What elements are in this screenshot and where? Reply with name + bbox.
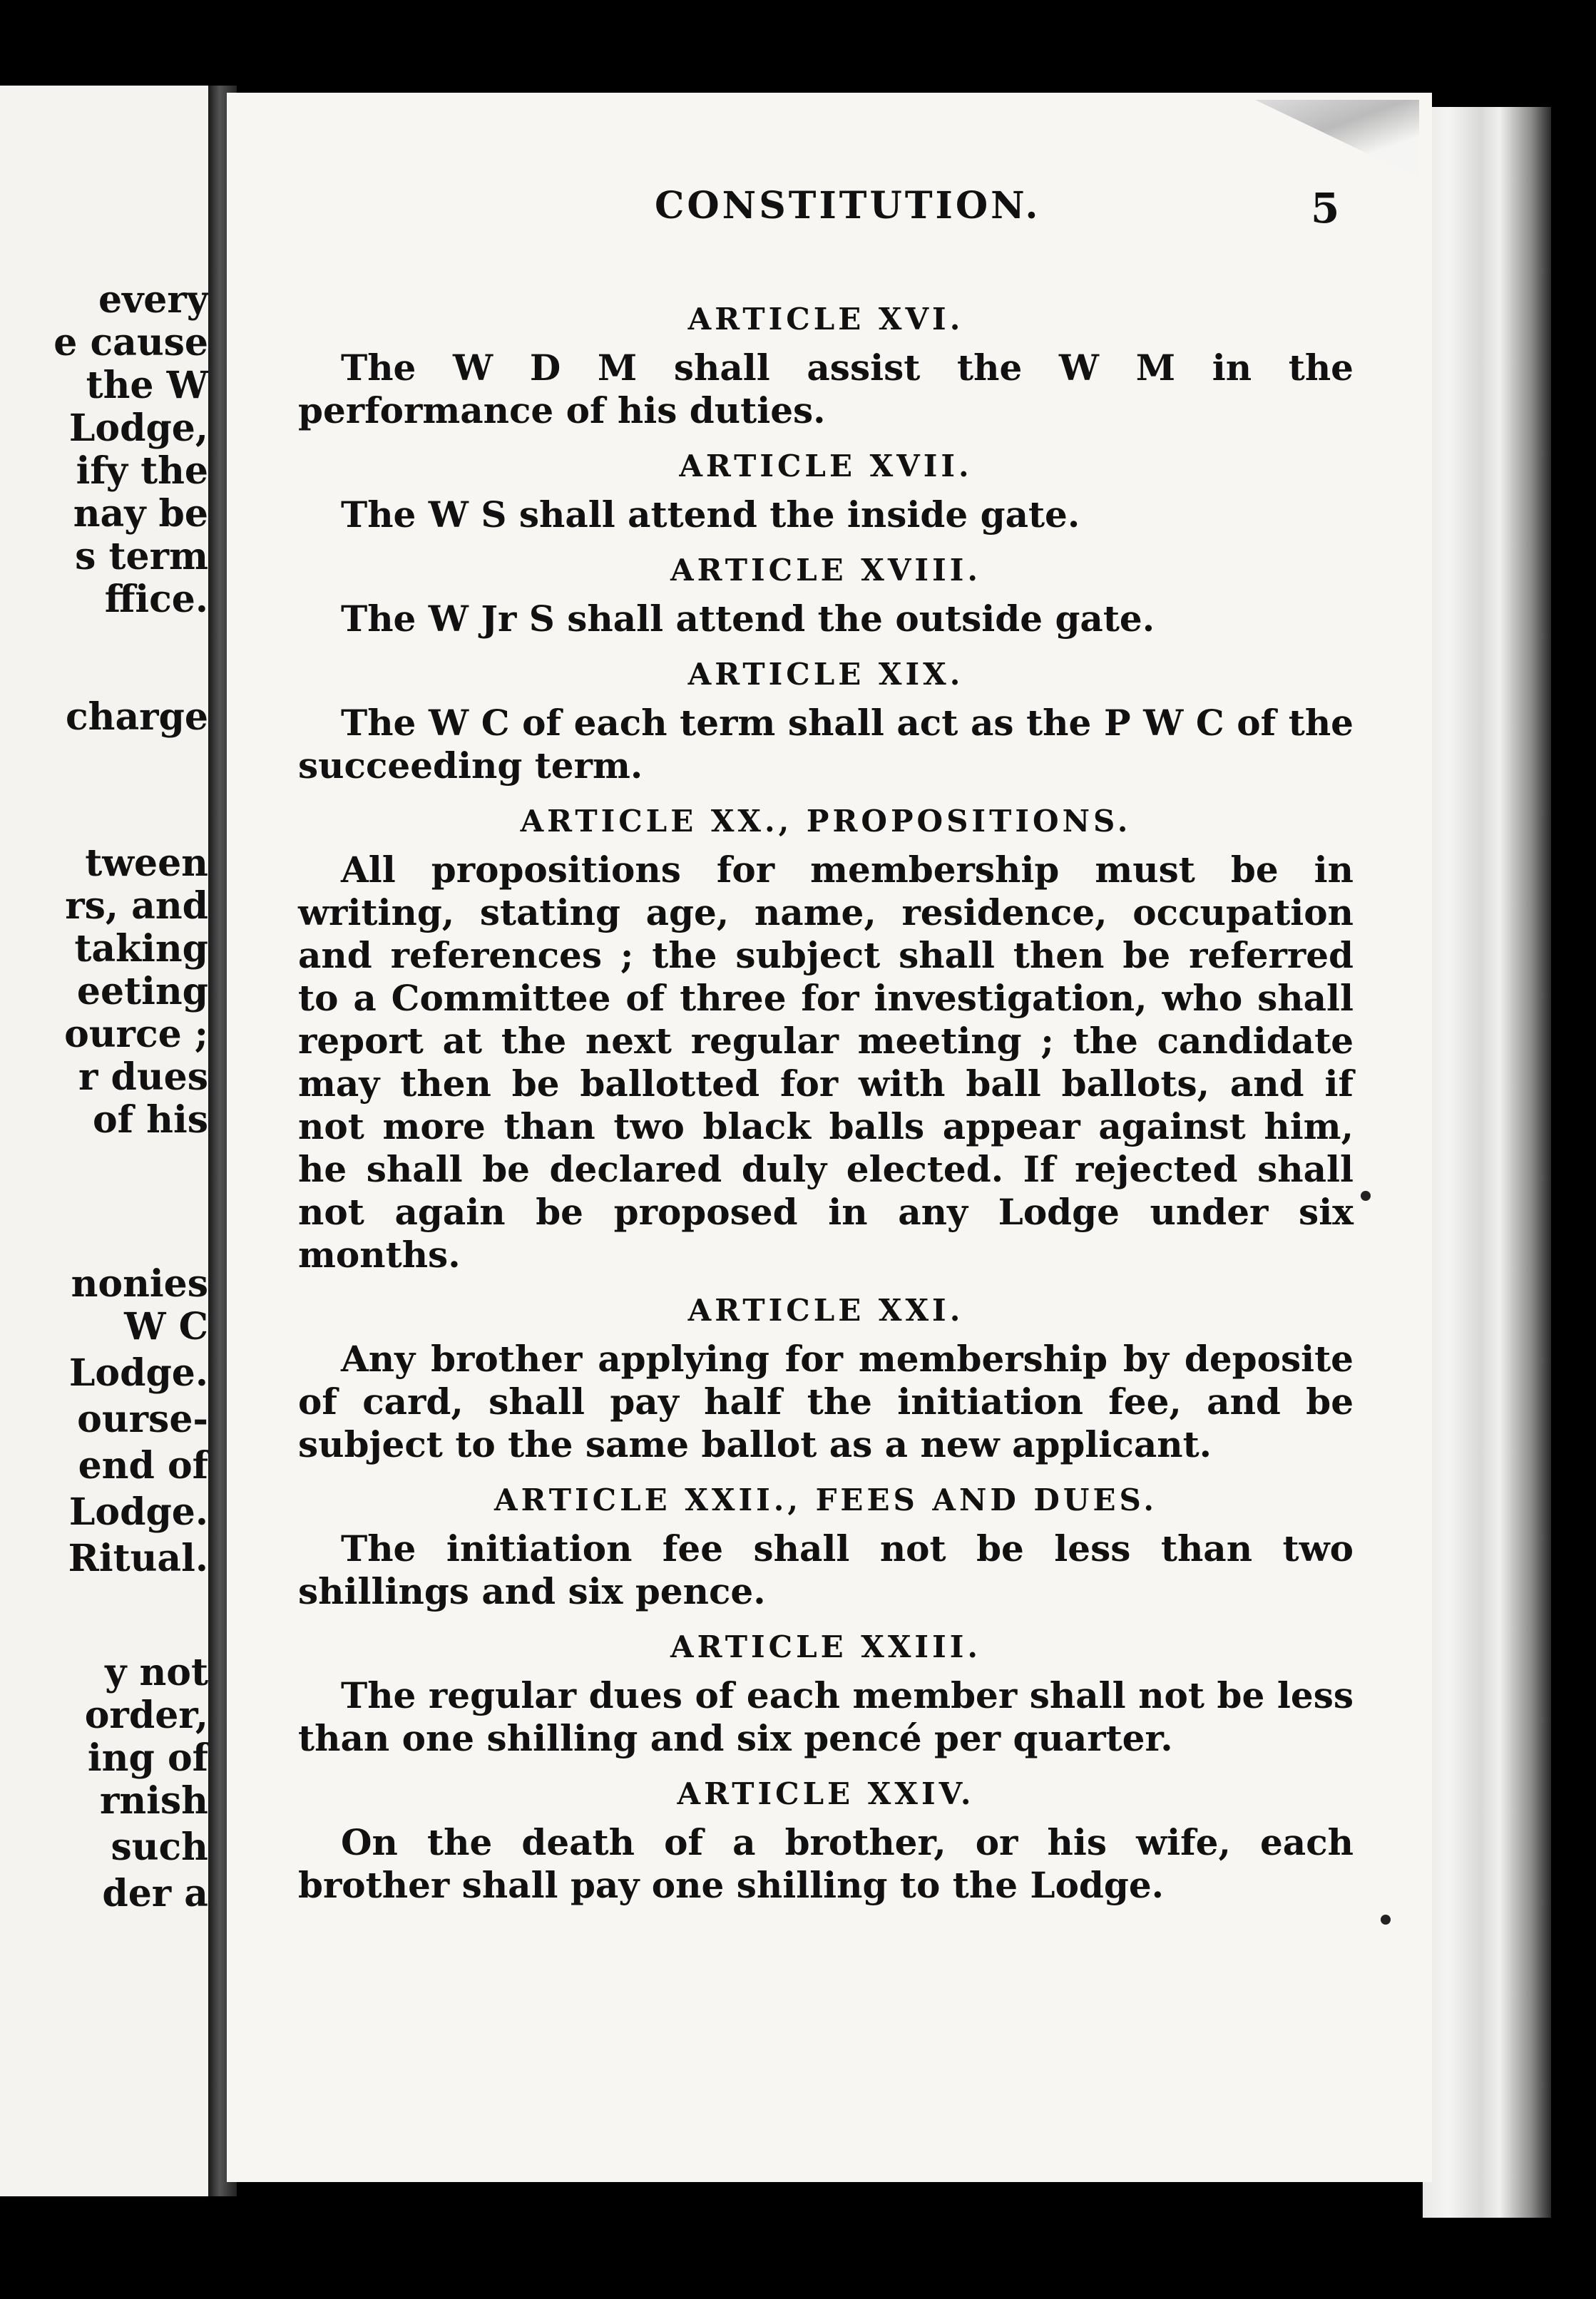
left-line: eeting [76, 970, 208, 1013]
article-heading: ARTICLE XX., PROPOSITIONS. [520, 804, 1132, 839]
article-heading: ARTICLE XVIII. [670, 553, 981, 588]
ink-speck [1381, 1915, 1391, 1925]
article-heading: ARTICLE XXIII. [670, 1629, 981, 1664]
article-text: Any brother applying for membership by deposite of card, shall pay half the initiation fee, and be subject to the same ballot as a new applicant. [298, 1338, 1354, 1465]
article-heading: ARTICLE XXII., FEES AND DUES. [494, 1483, 1157, 1517]
article-text: The W C of each term shall act as the P W C of the succeeding term. [298, 702, 1354, 787]
article-text: The W D M shall assist the W M in the performance of his duties. [298, 347, 1354, 431]
left-line: der a [102, 1872, 208, 1915]
article-heading: ARTICLE XXI. [687, 1293, 964, 1328]
left-line: rnish [99, 1779, 208, 1823]
left-line: r dues [78, 1055, 208, 1099]
left-line: Lodge, [68, 406, 208, 450]
left-line: s term [75, 535, 208, 578]
left-line: such [111, 1826, 208, 1869]
left-line: e cause [53, 321, 208, 364]
article-text: The initiation fee shall not be less than two shillings and six pence. [298, 1527, 1354, 1612]
left-line: end of [78, 1444, 208, 1488]
article-text: The W S shall attend the inside gate. [341, 493, 1080, 536]
left-line: Ritual. [68, 1537, 208, 1580]
left-line: ing of [87, 1736, 208, 1780]
article-text: On the death of a brother, or his wife, each brother shall pay one shilling to the Lodge. [298, 1821, 1354, 1906]
ink-speck [1361, 1191, 1371, 1201]
left-line: nay be [73, 492, 208, 536]
article-heading: ARTICLE XVI. [687, 302, 964, 337]
left-line: order, [84, 1694, 208, 1737]
article-heading: ARTICLE XIX. [687, 657, 964, 692]
article-text: All propositions for membership must be in writing, stating age, name, residence, occupation and references ; the subject shall then be referred to a Committee of three for investigation, who shall report at the next regular meeting ; the candidate may then be ballotted for with ball ballots, and if not more than two black balls appear against him, he shall be declared duly elected. If rejected shall not again be proposed in any Lodge under six months. [298, 849, 1354, 1276]
left-line: Lodge. [68, 1490, 208, 1534]
left-line: ffice. [104, 578, 208, 621]
left-line: W C [124, 1305, 208, 1348]
article-text: The regular dues of each member shall not be less than one shilling and six pencé per quarter. [298, 1674, 1354, 1759]
left-line: the W [86, 364, 208, 407]
article-heading: ARTICLE XVII. [679, 449, 973, 483]
right-page [227, 93, 1432, 2182]
left-line: nonies [71, 1262, 208, 1306]
left-line: tween [85, 841, 208, 885]
left-line: every [98, 278, 208, 322]
page-body [298, 285, 1354, 1910]
left-line: rs, and [65, 884, 208, 928]
left-line: ify the [76, 449, 208, 493]
page-number: 5 [1311, 184, 1340, 232]
left-line: taking [74, 927, 208, 971]
article-text: The W Jr S shall attend the outside gate. [341, 598, 1155, 640]
left-line: y not [105, 1651, 208, 1694]
article-heading: ARTICLE XXIV. [677, 1776, 975, 1811]
running-title: CONSTITUTION. [655, 184, 1041, 227]
left-line: ourse- [77, 1398, 208, 1441]
left-page [0, 86, 221, 2196]
left-line: of his [93, 1098, 208, 1142]
left-line: charge [65, 695, 208, 739]
left-line: Lodge. [68, 1351, 208, 1395]
page-edges [1423, 107, 1551, 2218]
left-line: ource ; [64, 1013, 208, 1056]
